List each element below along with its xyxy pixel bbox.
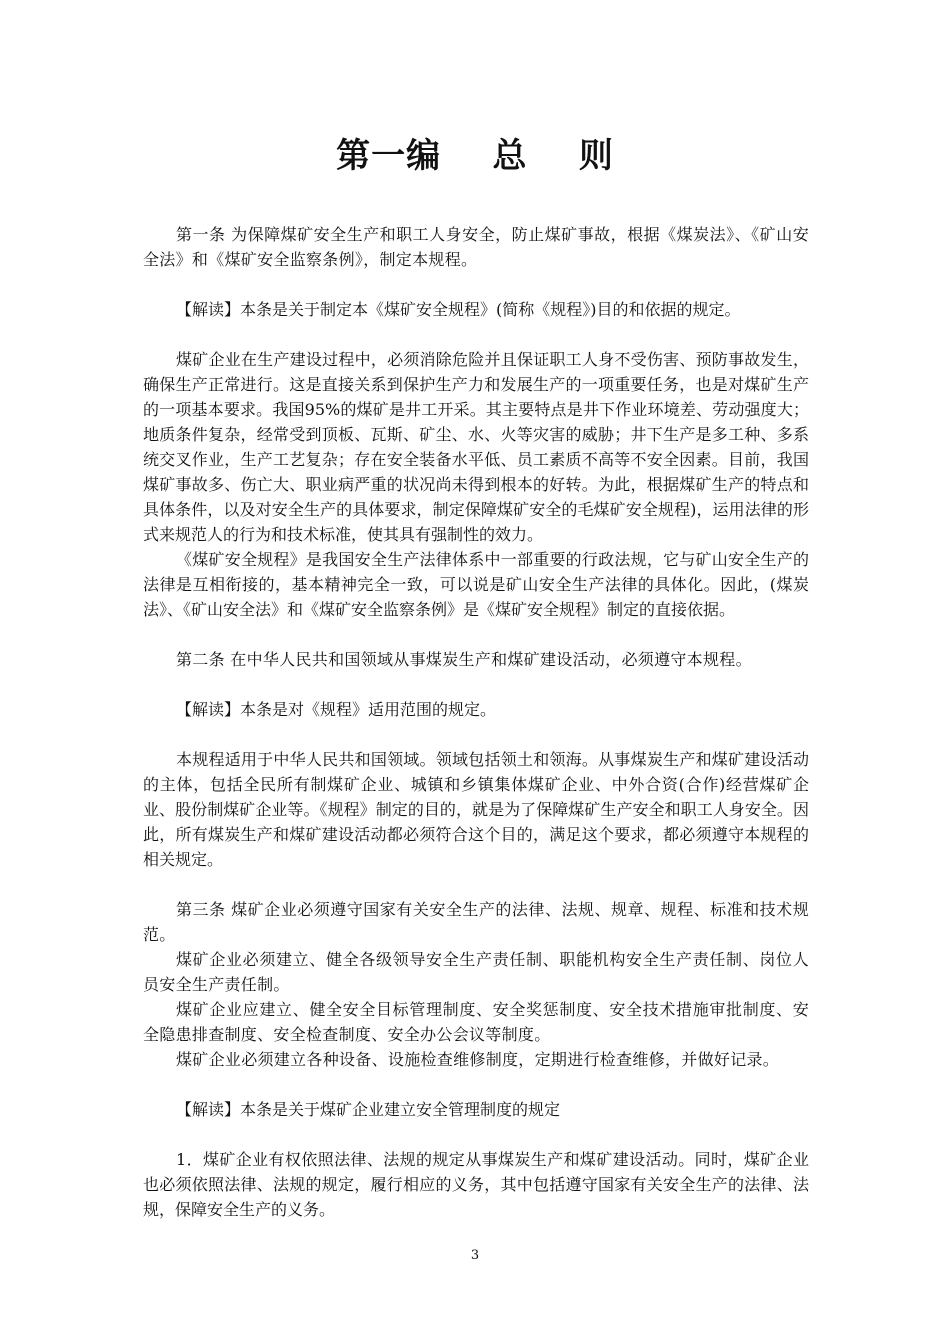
article-1: 第一条 为保障煤矿安全生产和职工人身安全，防止煤矿事故，根据《煤炭法》、《矿山安全法》和《煤矿安全监察条例》，制定本规程。	[143, 225, 809, 269]
article-3-paragraph: 煤矿企业应建立、健全安全目标管理制度、安全奖惩制度、安全技术措施审批制度、安全隐患排查制度、安全检查制度、安全办公会议等制度。	[143, 1000, 809, 1044]
paragraph: 1．煤矿企业有权依照法律、法规的规定从事煤炭生产和煤矿建设活动。同时，煤矿企业也必须依照法律、法规的规定，履行相应的义务，其中包括遵守国家有关安全生产的法律、法规，保障安全生产的义务。	[143, 1150, 809, 1219]
page-number: 3	[470, 1248, 480, 1263]
article-3-paragraph: 煤矿企业必须建立各种设备、设施检查维修制度，定期进行检查维修，并做好记录。	[176, 1050, 780, 1069]
article-3-paragraph: 煤矿企业必须建立、健全各级领导安全生产责任制、职能机构安全生产责任制、岗位人员安全生产责任制。	[143, 950, 809, 994]
article-2: 第二条 在中华人民共和国领域从事煤炭生产和煤矿建设活动，必须遵守本规程。	[176, 650, 752, 669]
body-text	[143, 222, 809, 1222]
interpretation-1: 【解读】本条是关于制定本《煤矿安全规程》(简称《规程》)目的和依据的规定。	[176, 300, 741, 319]
paragraph: 《煤矿安全规程》是我国安全生产法律体系中一部重要的行政法规，它与矿山安全生产的法律是互相衔接的，基本精神完全一致，可以说是矿山安全生产法律的具体化。因此，(煤炭法》、《矿山安全法》和《煤矿安全监察条例》是《煤矿安全规程》制定的直接依据。	[143, 550, 809, 619]
interpretation-2: 【解读】本条是对《规程》适用范围的规定。	[176, 700, 497, 719]
article-3: 第三条 煤矿企业必须遵守国家有关安全生产的法律、法规、规章、规程、标准和技术规范。	[143, 900, 809, 944]
paragraph: 本规程适用于中华人民共和国领域。领域包括领土和领海。从事煤炭生产和煤矿建设活动的主体，包括全民所有制煤矿企业、城镇和乡镇集体煤矿企业、中外合资(合作)经营煤矿企业、股份制煤矿企业等。《规程》制定的目的，就是为了保障煤矿生产安全和职工人身安全。因此，所有煤炭生产和煤矿建设活动都必须符合这个目的，满足这个要求，都必须遵守本规程的相关规定。	[143, 750, 809, 869]
paragraph: 煤矿企业在生产建设过程中，必须消除危险并且保证职工人身不受伤害、预防事故发生，确保生产正常进行。这是直接关系到保护生产力和发展生产的一项重要任务，也是对煤矿生产的一项基本要求。我国95%的煤矿是井工开采。其主要特点是井下作业环境差、劳动强度大；地质条件复杂，经常受到顶板、瓦斯、矿尘、水、火等灾害的威胁；井下生产是多工种、多系统交叉作业，生产工艺复杂；存在安全装备水平低、员工素质不高等不安全因素。目前，我国煤矿事故多、伤亡大、职业病严重的状况尚未得到根本的好转。为此，根据煤矿生产的特点和具体条件，以及对安全生产的具体要求，制定保障煤矿安全的毛煤矿安全规程)，运用法律的形式来规范人的行为和技术标准，使其具有强制性的效力。	[143, 350, 809, 544]
page-title: 第一编 总 则	[336, 136, 614, 176]
interpretation-3: 【解读】本条是关于煤矿企业建立安全管理制度的规定	[176, 1100, 561, 1119]
